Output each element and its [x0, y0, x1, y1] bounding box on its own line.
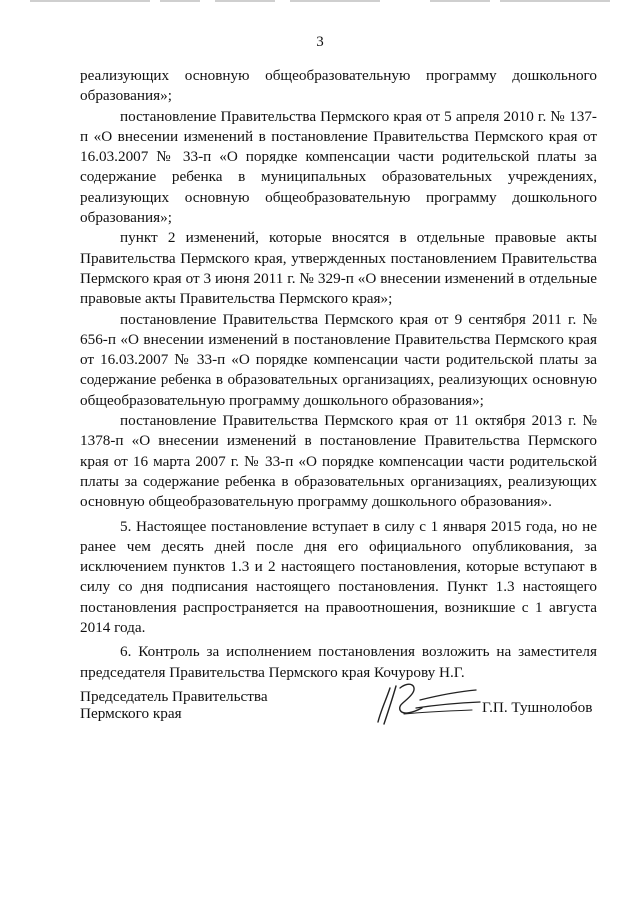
- signature-block: [80, 688, 600, 748]
- signer-name: Г.П. Тушнолобов: [482, 699, 593, 716]
- page-number: 3: [316, 34, 324, 50]
- paragraph-resolution-137p: постановление Правительства Пермского края от 5 апреля 2010 г. № 137-п «О внесении изменений в постановление Правительства Пермского края от 16.03.2007 № 33-п «О порядке компенсации части родительской платы за содержание ребенка в муниципальных образовательных учреждениях, реализующих основную общеобразовательную программу дошкольного образования»;: [80, 107, 597, 227]
- paragraph-point-2: пункт 2 изменений, которые вносятся в отдельные правовые акты Правительства Пермского края, утвержденных постановлением Правительства Пермского края от 3 июня 2011 г. № 329-п «О внесении изменений в отдельные правовые акты Правительства Пермского края»;: [80, 229, 597, 308]
- signer-title-line2: Пермского края: [80, 705, 182, 722]
- paragraph-continuation: реализующих основную общеобразовательную программу дошкольного образования»;: [80, 67, 597, 105]
- document-body: [80, 66, 597, 683]
- handwritten-signature: [376, 678, 486, 728]
- scan-header-remnant: [0, 0, 640, 3]
- signer-title: [80, 688, 268, 722]
- paragraph-resolution-1378p: постановление Правительства Пермского края от 11 октября 2013 г. № 1378-п «О внесении изменений в постановление Правительства Пермского края от 16 марта 2007 г. № 33-п «О порядке компенсации части родительской платы за содержание ребенка в образовательных организациях, реализующих основную общеобразовательную программу дошкольного образования».: [80, 412, 597, 511]
- paragraph-item-6: 6. Контроль за исполнением постановления возложить на заместителя председателя Правительства Пермского края Кочурову Н.Г.: [80, 643, 597, 681]
- paragraph-resolution-656p: постановление Правительства Пермского края от 9 сентября 2011 г. № 656-п «О внесении изменений в постановление Правительства Пермского края от 16.03.2007 № 33-п «О порядке компенсации части родительской платы за содержание ребенка в образовательных организациях, реализующих основную общеобразовательную программу дошкольного образования»;: [80, 310, 597, 409]
- signer-title-line1: Председатель Правительства: [80, 688, 268, 705]
- paragraph-item-5: 5. Настоящее постановление вступает в силу с 1 января 2015 года, но не ранее чем десять дней после дня его официального опубликования, за исключением пунктов 1.3 и 2 настоящего постановления, которые вступают в силу со дня подписания настоящего постановления. Пункт 1.3 настоящего постановления распространяется на правоотношения, возникшие с 1 августа 2014 года.: [80, 517, 597, 637]
